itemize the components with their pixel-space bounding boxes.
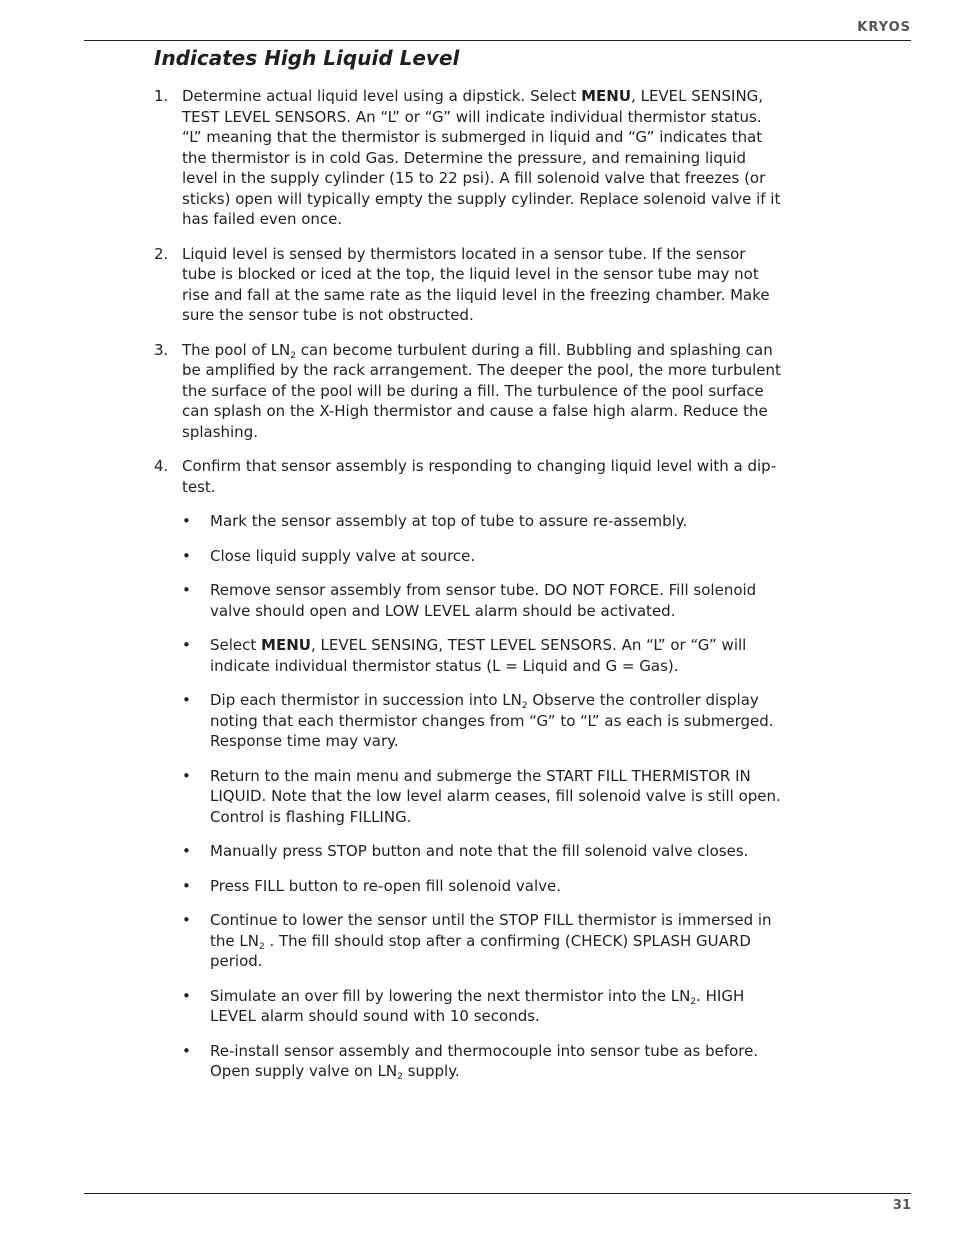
- page-content: [154, 86, 784, 1096]
- subscript: 2: [397, 1072, 403, 1082]
- step-text: Liquid level is sensed by thermistors located in a sensor tube. If the sensor tube is blocked or iced at the top, the liquid level in the sensor tube may not rise and fall at the same rate as the liquid level in the freezing chamber. Make sure the sensor tube is not obstructed.: [182, 244, 770, 324]
- bullet-text: [210, 690, 784, 752]
- text-run: . The fill should stop after a confirming (CHECK) SPLASH GUARD period.: [210, 931, 751, 970]
- step-text: [182, 86, 784, 230]
- text-run: . HIGH LEVEL alarm should sound with 10 seconds.: [210, 986, 745, 1025]
- text-run: Simulate an over fill by lowering the next thermistor into the LN: [210, 986, 691, 1005]
- step-number: 3.: [154, 340, 169, 359]
- text-run: supply.: [402, 1062, 460, 1080]
- step-number: 1.: [154, 87, 169, 105]
- bullet-text: [210, 1041, 784, 1082]
- bullet-icon: •: [182, 512, 191, 530]
- bullet-text: Remove sensor assembly from sensor tube. DO NOT FORCE. Fill solenoid valve should open and LOW LEVEL alarm should be activated.: [210, 581, 757, 620]
- bullet-text: Press FILL button to re-open fill solenoid valve.: [210, 876, 561, 895]
- bullet-item: [182, 690, 784, 752]
- text-run: , LEVEL SENSING, TEST LEVEL SENSORS. An “L” or “G” will indicate individual thermistor status. “L” meaning that the thermistor is submerged in liquid and “G” indicates that the thermistor is in cold Gas. Determine the pressure, and remaining liquid level in the supply cylinder (15 to 22 psi). A fill solenoid valve that freezes (or sticks) open will typically empty the supply cylinder. Replace solenoid valve if it has failed even once.: [182, 87, 781, 228]
- bullet-item: [182, 841, 784, 862]
- subscript: 2: [690, 996, 697, 1007]
- text-run: Re-install sensor assembly and thermocouple into sensor tube as before. Open supply valve on LN: [210, 1041, 759, 1080]
- text-run: Select: [210, 636, 262, 654]
- bullet-text: [210, 910, 784, 972]
- bullet-item: [182, 1041, 784, 1082]
- bullet-icon: •: [182, 766, 191, 785]
- text-run: , LEVEL SENSING, TEST LEVEL SENSORS. An “L” or “G” will indicate individual thermistor status (L = Liquid and G = Gas).: [210, 636, 747, 675]
- bullet-item: [182, 766, 784, 828]
- brand-header: KRYOS: [857, 20, 911, 35]
- text-run: Determine actual liquid level using a dipstick. Select: [182, 87, 582, 105]
- subscript: 2: [521, 701, 528, 711]
- bullet-icon: •: [182, 1041, 191, 1060]
- page-number: 31: [892, 1198, 911, 1213]
- step-number: 4.: [154, 457, 169, 475]
- bullet-text: [210, 986, 784, 1027]
- bullet-icon: •: [182, 842, 191, 860]
- step-2: [154, 244, 784, 326]
- step-number: 2.: [154, 244, 169, 263]
- bullet-text: Return to the main menu and submerge the START FILL THERMISTOR IN LIQUID. Note that the low level alarm ceases, fill solenoid valve is still open. Control is flashing FILLING.: [210, 766, 781, 826]
- step-4: [154, 456, 784, 497]
- step-1: [154, 86, 784, 230]
- bullet-item: [182, 546, 784, 567]
- bullet-item: [182, 580, 784, 621]
- bullet-icon: •: [182, 876, 191, 895]
- bullet-item: [182, 876, 784, 897]
- subscript: 2: [258, 941, 265, 952]
- bullet-icon: •: [182, 636, 191, 654]
- bullet-item: [182, 511, 784, 532]
- section-title: Indicates High Liquid Level: [154, 46, 460, 70]
- text-run: Observe the controller display noting that each thermistor changes from “G” to “L” as each is submerged. Response time may vary.: [210, 691, 774, 750]
- bullet-text: Close liquid supply valve at source.: [210, 546, 476, 565]
- text-run: Continue to lower the sensor until the STOP FILL thermistor is immersed in the LN: [210, 911, 772, 950]
- subscript: 2: [290, 350, 297, 361]
- bullet-icon: •: [182, 911, 191, 929]
- bullet-text: [210, 635, 784, 676]
- text-run: Dip each thermistor in succession into LN: [210, 691, 522, 709]
- step-3: [154, 340, 784, 443]
- text-run: can become turbulent during a fill. Bubbling and splashing can be amplified by the rack arrangement. The deeper the pool, the more turbulent the surface of the pool will be during a fill. The turbulence of the pool surface can splash on the X-High thermistor and cause a false high alarm. Reduce the splashing.: [182, 340, 781, 441]
- bullet-icon: •: [182, 691, 191, 709]
- bullet-item: [182, 910, 784, 972]
- text-run: The pool of LN: [182, 340, 291, 359]
- menu-keyword: MENU: [581, 87, 632, 105]
- bullet-item: [182, 986, 784, 1027]
- menu-keyword: MENU: [261, 636, 311, 654]
- bullet-icon: •: [182, 581, 191, 599]
- header-rule: [84, 40, 911, 41]
- step-text: Confirm that sensor assembly is responding to changing liquid level with a dip-test.: [182, 457, 777, 496]
- bullet-icon: •: [182, 546, 191, 565]
- footer-rule: [84, 1193, 911, 1194]
- step-text: [182, 340, 784, 443]
- bullet-text: Manually press STOP button and note that the fill solenoid valve closes.: [210, 842, 749, 860]
- bullet-icon: •: [182, 986, 191, 1005]
- bullet-text: Mark the sensor assembly at top of tube to assure re-assembly.: [210, 512, 688, 530]
- bullet-item: [182, 635, 784, 676]
